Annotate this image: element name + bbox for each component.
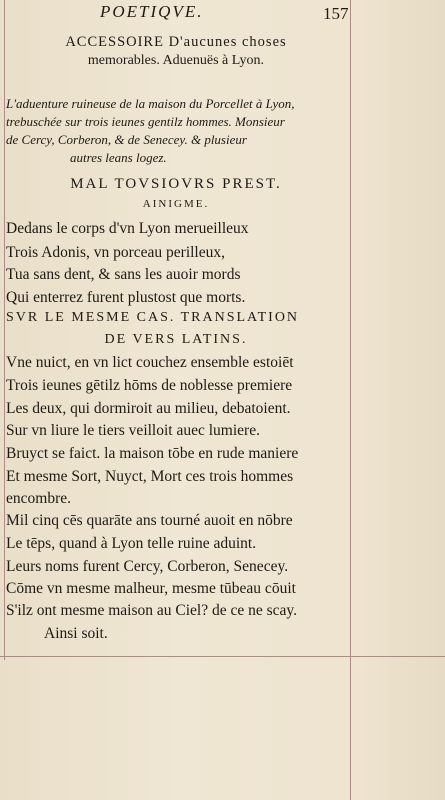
closing-line: Ainsi soit. — [44, 625, 108, 642]
title-line: ACCESSOIRE D'aucunes choses — [65, 34, 287, 50]
section-heading: MAL TOVSIOVRS PREST. — [70, 176, 282, 192]
margin-rule-left — [4, 0, 5, 660]
verse-line: Le tēps, quand à Lyon telle ruine aduint. — [6, 535, 257, 552]
argument-line: trebuschée sur trois ieunes gentilz hommes. Monsieur — [6, 114, 285, 129]
verse-line: Trois Adonis, vn porceau perilleux, — [6, 244, 225, 261]
verse-line: Mil cinq cēs quarāte ans tourné auoit en nōbre — [6, 512, 293, 529]
verse-line: Bruyct se faict. la maison tōbe en rude maniere — [6, 445, 299, 462]
page-number: 157 — [323, 4, 349, 23]
verse-line: Leurs noms furent Cercy, Corberon, Senecey. — [6, 558, 289, 575]
verse-line: Et mesme Sort, Nuyct, Mort ces trois hommes — [6, 468, 294, 485]
verse-line: Vne nuict, en vn lict couchez ensemble estoiēt — [6, 354, 294, 371]
section-subheading: AINIGME. — [142, 198, 210, 210]
verse-line: encombre. — [6, 490, 71, 507]
verse-line: Les deux, qui dormiroit au milieu, debatoient. — [6, 400, 291, 417]
margin-rule-bottom — [0, 656, 445, 657]
running-head: POETIQVE. — [100, 2, 204, 21]
verse-line: S'ilz ont mesme maison au Ciel? de ce ne scay. — [6, 602, 298, 619]
argument-line: L'aduenture ruineuse de la maison du Porcellet à Lyon, — [6, 96, 295, 111]
section-heading: DE VERS LATINS. — [104, 332, 248, 347]
verse-line: Trois ieunes gētilz hōms de noblesse premiere — [6, 377, 293, 394]
title-line: memorables. Aduenuës à Lyon. — [87, 53, 265, 68]
verse-line: Cōme vn mesme malheur, mesme tūbeau cōuit — [6, 580, 296, 597]
argument-line: autres leans logez. — [70, 150, 167, 165]
verse-line: Tua sans dent, & sans les auoir mords — [6, 266, 241, 283]
section-heading: SVR LE MESME CAS. TRANSLATION — [6, 310, 300, 325]
argument-line: de Cercy, Corberon, & de Senecey. & plusieur — [6, 132, 247, 147]
verse-line: Sur vn liure le tiers veilloit auec lumiere. — [6, 422, 260, 439]
margin-rule-right — [350, 0, 351, 800]
verse-line: Qui enterrez furent plustost que morts. — [6, 289, 246, 306]
verse-line: Dedans le corps d'vn Lyon merueilleux — [6, 220, 249, 237]
